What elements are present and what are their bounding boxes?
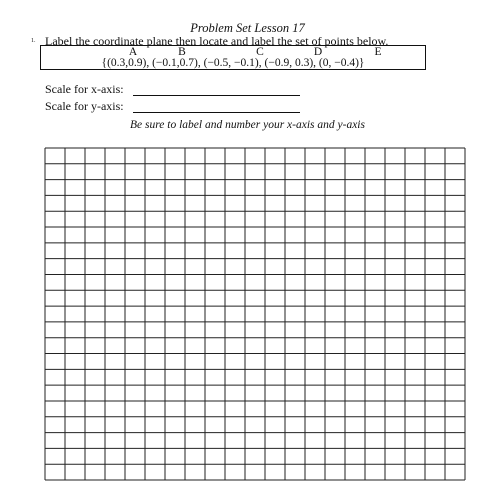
point-label-e: E [374, 46, 382, 58]
point-set: {(0.3,0.9), (−0.1,0.7), (−0.5, −0.1), (−0.9, 0.3), (0, −0.4)} [101, 57, 365, 69]
question-number: 1. [31, 38, 36, 44]
point-label-b: B [178, 46, 186, 58]
y-scale-label: Scale for y-axis: [45, 99, 124, 113]
point-label-c: C [256, 46, 264, 58]
problem-set-title: Problem Set Lesson 17 [190, 21, 305, 35]
point-label-a: A [128, 46, 138, 58]
x-scale-label: Scale for x-axis: [45, 82, 124, 96]
question-prompt: Label the coordinate plane then locate and label the set of points below. [45, 34, 389, 48]
point-label-d: D [313, 46, 323, 58]
axis-instruction: Be sure to label and number your x-axis and y-axis [130, 119, 365, 131]
